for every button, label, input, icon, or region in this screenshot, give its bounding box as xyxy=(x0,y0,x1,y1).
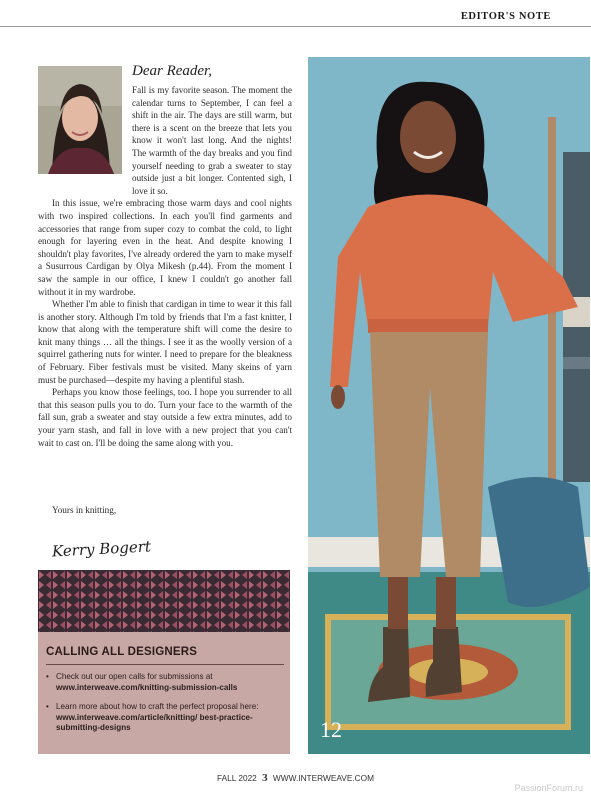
signature-text: Kerry Bogert xyxy=(51,537,152,561)
letter-paragraph: Perhaps you know those feelings, too. I hope you surrender to all that this season pulls you to do. Turn your face to the warmth of the fall sun, grab a sweater and stay outside a few extra minutes, add to your yarn stash, and fall in love with a new project that you can't wait to cast on. I'll be doing the same along with you. xyxy=(38,387,292,448)
letter-paragraph: Fall is my favorite season. The moment the calendar turns to September, I can feel a shift in the air. The days are still warm, but there is a scent on the breeze that lets you know it won't last long. And the nights! The warmth of the day breaks and you find yourself needing to grab a sweater to stay outside just a bit longer. Contented sigh, I love it so. xyxy=(132,85,292,196)
salutation: Dear Reader, xyxy=(132,63,212,79)
letter-closing: Yours in knitting, xyxy=(52,505,117,515)
callout-rule xyxy=(46,664,284,665)
callout-item-text: Check out our open calls for submissions at xyxy=(56,672,213,681)
page-number: 3 xyxy=(262,772,268,784)
header-rule xyxy=(0,26,591,27)
callout-item-text: Learn more about how to craft the perfect proposal here: xyxy=(56,702,259,711)
photo-number: 12 xyxy=(320,717,342,742)
calling-designers-box xyxy=(38,632,290,754)
callout-item xyxy=(46,672,282,693)
callout-list xyxy=(46,672,282,743)
proposal-guide-link[interactable]: www.interweave.com/article/knitting/ best-practice-submitting-designs xyxy=(56,712,253,732)
knit-swatch-image xyxy=(38,570,290,632)
model-photo xyxy=(308,57,590,754)
watermark: PassionForum.ru xyxy=(514,783,583,793)
footer-site: WWW.INTERWEAVE.COM xyxy=(272,773,375,783)
page-footer xyxy=(0,772,591,784)
letter-body xyxy=(38,84,292,449)
footer-issue: FALL 2022 xyxy=(216,773,257,783)
submission-calls-link[interactable]: www.interweave.com/knitting-submission-calls xyxy=(56,682,238,692)
letter-paragraph: In this issue, we're embracing those warm days and cool nights with two inspired collections. In each you'll find garments and accessories that range from super cozy to combat the cold, to light enough for layering even in the heat. And despite knowing I shouldn't play favorites, I've already ordered the yarn to make myself a Susurrous Cardigan by Olya Mikesh (p.44). From the moment I saw the sample in our office, I knew I couldn't go another fall without it in my wardrobe. xyxy=(38,198,292,297)
callout-title: CALLING ALL DESIGNERS xyxy=(46,646,198,658)
letter-paragraph: Whether I'm able to finish that cardigan in time to wear it this fall is another story. Although I'm told by friends that I'm a fast knitter, I know that along with the temperature shift will come the desire to knit many things … all the things. I see it as the woolly version of a squirrel gathering nuts for winter. I need to prepare for the bleakness of February. Fiber festivals must be visited. Many skeins of yarn must be purchased—despite my having a plentiful stash. xyxy=(38,299,292,385)
section-header: EDITOR'S NOTE xyxy=(460,11,551,22)
callout-item xyxy=(46,702,282,734)
editor-signature xyxy=(50,530,160,564)
